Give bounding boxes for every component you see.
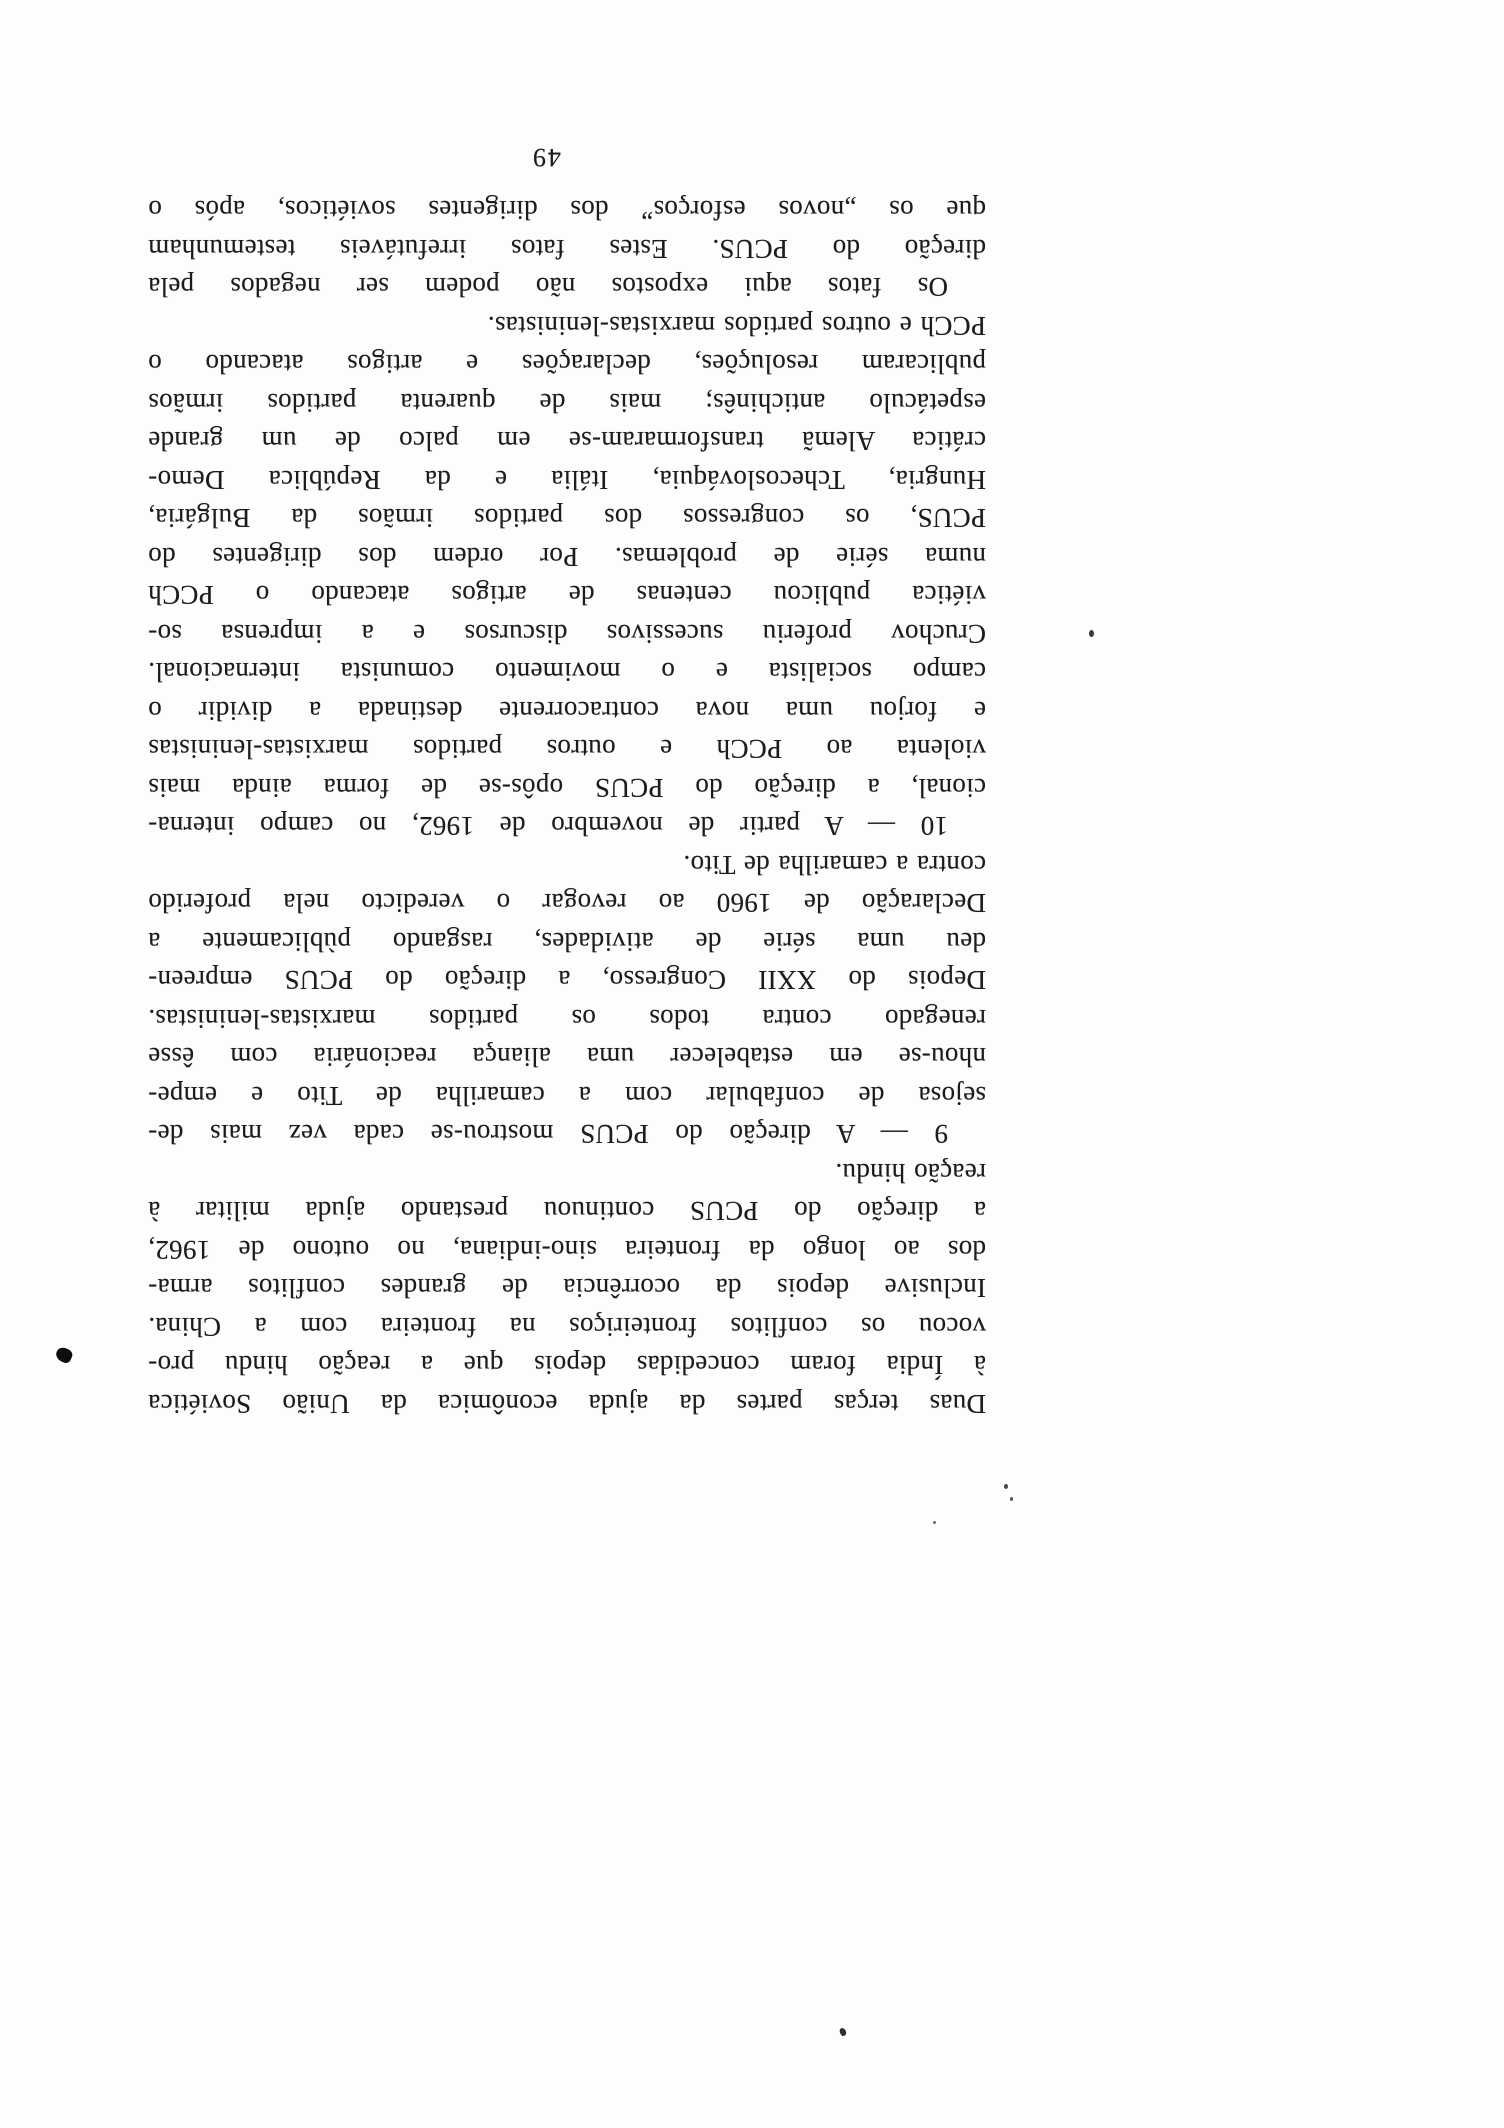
text-line: e forjou uma nova contracorrente destinada a dividir o <box>148 696 986 726</box>
text-line: PCCh e outros partidos marxistas-leninistas. <box>487 311 986 341</box>
paragraph-item-10 <box>148 307 986 846</box>
text-line: Duas terças partes da ajuda econômica da União Soviética <box>148 1389 986 1419</box>
text-line: Os fatos aqui expostos não podem ser negados pela <box>148 272 948 303</box>
text-line: Declaração de 1960 ao revogar o veredicto nela proferido <box>148 888 986 919</box>
text-line: 10 — A partir de novembro de 1962, no campo interna- <box>148 811 948 842</box>
scan-speck <box>1089 630 1094 637</box>
scan-speck <box>1004 1484 1008 1489</box>
scan-speck <box>1010 1497 1013 1501</box>
text-line: contra a camarilha de Tito. <box>683 850 986 880</box>
text-line: à Índia foram concedidas depois que a reação hindu pro- <box>148 1350 986 1381</box>
rotated-text-block <box>148 138 986 1423</box>
text-line: numa série de problemas. Por ordem dos dirigentes do <box>148 542 986 572</box>
page-number: 49 <box>531 143 561 172</box>
text-line: que os „novos esforços” dos dirigentes soviéticos, após o <box>148 195 986 226</box>
text-line: Hungria, Tchecoslováquia, Itália e da República Demo- <box>148 465 986 495</box>
scan-speck <box>933 1521 936 1524</box>
text-line: a direção do PCUS continuou prestando ajuda militar à <box>148 1196 986 1227</box>
text-line: Inclusive depois da ocorrência de grandes conflitos arma- <box>148 1273 986 1304</box>
paragraph-closing <box>148 191 986 307</box>
text-line: vocou os conflitos fronteiriços na fronteira com a China. <box>148 1312 986 1342</box>
text-line: Depois do XXII Congresso, a direção do PCUS empreen- <box>148 965 986 996</box>
text-line: espetáculo antichinês; mais de quarenta partidos irmãos <box>148 388 986 418</box>
text-line: viética publicou centenas de artigos atacando o PCCh <box>148 580 986 611</box>
text-line: Cruchov proferiu sucessivos discursos e a imprensa so- <box>148 619 986 649</box>
text-line: deu uma série de atividades, rasgando pùblicamente a <box>148 927 986 957</box>
text-line: direção do PCUS. Estes fatos irrefutáveis testemunham <box>148 234 986 264</box>
text-line: cional, a direção do PCUS opôs-se de forma ainda mais <box>148 773 986 803</box>
text-line: 9 — A direção do PCUS mostrou-se cada vez mais de- <box>148 1119 948 1150</box>
text-line: reação hindu. <box>835 1158 986 1188</box>
ink-blob-artifact <box>54 1345 74 1364</box>
text-line: nhou-se em estabelecer uma aliança reacionária com êsse <box>148 1042 986 1073</box>
paragraph-item-9 <box>148 846 986 1154</box>
text-line: violenta ao PCCh e outros partidos marxistas-leninistas <box>148 734 986 765</box>
scan-speck <box>839 2027 847 2036</box>
text-line: PCUS, os congressos dos partidos irmãos da Bulgária, <box>148 503 986 534</box>
text-line: crática Alemã transformaram-se em palco de um grande <box>148 426 986 457</box>
paragraph-aid-to-india <box>148 1154 986 1424</box>
text-line: dos ao longo da fronteira sino-indiana, no outono de 1962, <box>148 1235 986 1265</box>
text-line: sejosa de confabular com a camarilha de Tito e empe- <box>148 1081 986 1111</box>
text-line: renegado contra todos os partidos marxistas-leninistas. <box>148 1004 986 1034</box>
text-line: campo socialista e o movimento comunista internacional. <box>148 657 986 688</box>
text-line: publicaram resoluções, declarações e artigos atacando o <box>148 349 986 380</box>
